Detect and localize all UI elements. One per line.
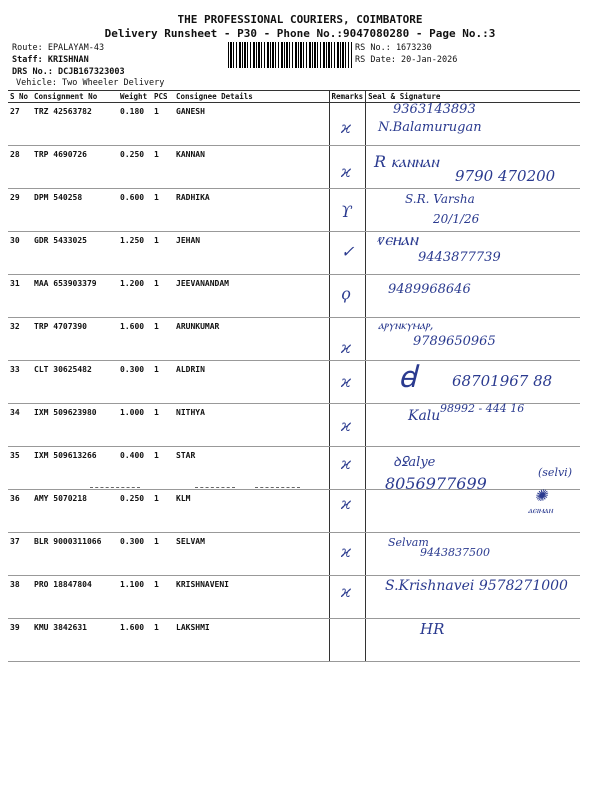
table-row: [8, 103, 580, 146]
cell-consignee: STAR: [174, 447, 329, 490]
cell-consignee: JEHAN: [174, 232, 329, 275]
dashed-mark: [90, 487, 140, 489]
staff-label: Staff: KRISHNAN: [12, 55, 89, 65]
table-header: [8, 91, 580, 103]
signature-28-mark: R ⲕⲁⲛⲛⲁⲛ: [374, 152, 439, 171]
table-row: [8, 490, 580, 533]
tick-mark: ϰ: [341, 338, 351, 357]
cell-consignee: ALDRIN: [174, 361, 329, 404]
cell-weight: 0.300: [118, 361, 152, 404]
cell-sno: 30: [8, 232, 32, 275]
dashed-mark: [195, 487, 235, 489]
cell-sno: 28: [8, 146, 32, 189]
dashed-mark: [255, 487, 300, 489]
cell-weight: 0.300: [118, 533, 152, 576]
cell-sno: 36: [8, 490, 32, 533]
cell-consignee: RADHIKA: [174, 189, 329, 232]
cell-consignment: PRO 18847804: [32, 576, 118, 619]
signature-38: S.Krishnavei 9578271000: [385, 578, 568, 594]
rs-number: RS No.: 1673230: [355, 43, 432, 53]
barcode: [228, 42, 352, 68]
cell-pcs: 1: [152, 275, 174, 318]
signature-36-phone: 8056977699: [385, 474, 487, 493]
stamp-mark: ✺: [534, 486, 548, 505]
table-row: [8, 189, 580, 232]
signature-32-mark: ⲁⲣⲩⲛⲕⲩⲙⲁⲣ,: [378, 318, 434, 332]
tick-mark: ϰ: [341, 372, 351, 391]
table-row: [8, 619, 580, 662]
signature-29-date: 20/1/26: [433, 212, 480, 226]
signature-30-mark: ⱴⲉⲏⲁⲛ: [377, 230, 418, 250]
runsheet-subtitle: Delivery Runsheet - P30 - Phone No.:9047080280 - Page No.:3: [104, 27, 496, 40]
cell-weight: 1.100: [118, 576, 152, 619]
signature-37-name: Selvam: [388, 536, 429, 549]
signature-36-name: (selvi): [538, 466, 572, 479]
cell-pcs: 1: [152, 533, 174, 576]
signature-36-mark: ⲁⲉⲓⲙⲁⲛ: [528, 506, 553, 516]
cell-pcs: 1: [152, 189, 174, 232]
cell-consignee: GANESH: [174, 103, 329, 146]
cell-weight: 0.400: [118, 447, 152, 490]
signature-27-name: N.Balamurugan: [378, 120, 482, 135]
signature-35-mark: ꝺꝿalye: [393, 455, 436, 470]
cell-pcs: 1: [152, 490, 174, 533]
cell-sno: 31: [8, 275, 32, 318]
col-pcs: PCS: [152, 91, 174, 103]
signature-27-phone: 9363143893: [393, 102, 476, 117]
cell-pcs: 1: [152, 146, 174, 189]
table-row: [8, 533, 580, 576]
cell-weight: 1.000: [118, 404, 152, 447]
cell-consignment: MAA 653903379: [32, 275, 118, 318]
cell-pcs: 1: [152, 404, 174, 447]
tick-mark: ϰ: [341, 162, 351, 181]
cell-consignee: KLM: [174, 490, 329, 533]
vehicle-label: Vehicle: Two Wheeler Delivery: [16, 78, 165, 88]
cell-consignment: TRP 4690726: [32, 146, 118, 189]
cell-weight: 0.180: [118, 103, 152, 146]
signature-34-phone: 98992 - 444 16: [440, 402, 525, 415]
cell-consignment: IXM 509623980: [32, 404, 118, 447]
cell-consignment: CLT 30625482: [32, 361, 118, 404]
cell-consignee: JEEVANANDAM: [174, 275, 329, 318]
signature-33-phone: 68701967 88: [452, 372, 553, 390]
cell-consignment: AMY 5070218: [32, 490, 118, 533]
signature-31-phone: 9489968646: [388, 282, 471, 297]
cell-consignment: TRP 4707390: [32, 318, 118, 361]
cell-weight: 1.250: [118, 232, 152, 275]
col-consignee: Consignee Details: [174, 91, 329, 103]
signature-33-mark: ꟈ: [398, 360, 417, 395]
col-consignment: Consignment No: [32, 91, 118, 103]
cell-sno: 37: [8, 533, 32, 576]
cell-sno: 38: [8, 576, 32, 619]
rs-date: RS Date: 20-Jan-2026: [355, 55, 458, 65]
cell-consignee: ARUNKUMAR: [174, 318, 329, 361]
tick-mark: ϰ: [341, 454, 351, 473]
cell-pcs: 1: [152, 232, 174, 275]
tick-mark: ϰ: [341, 582, 351, 601]
signature-29-name: S.R. Varsha: [405, 192, 475, 206]
company-title: THE PROFESSIONAL COURIERS, COIMBATORE: [177, 13, 423, 26]
cell-sno: 29: [8, 189, 32, 232]
cell-consignee: KRISHNAVENI: [174, 576, 329, 619]
signature-39: HR: [420, 620, 445, 638]
col-weight: Weight: [118, 91, 152, 103]
table-row: [8, 275, 580, 318]
drs-number: DRS No.: DCJB167323003: [12, 67, 125, 77]
cell-pcs: 1: [152, 103, 174, 146]
signature-37-phone: 9443837500: [420, 546, 490, 559]
cell-consignee: SELVAM: [174, 533, 329, 576]
cell-weight: 0.600: [118, 189, 152, 232]
col-signature: Seal & Signature: [366, 91, 580, 103]
cell-weight: 0.250: [118, 146, 152, 189]
cell-pcs: 1: [152, 619, 174, 662]
tick-mark: ✓: [341, 242, 355, 261]
cell-pcs: 1: [152, 318, 174, 361]
cell-sno: 34: [8, 404, 32, 447]
cell-consignment: GDR 5433025: [32, 232, 118, 275]
col-remarks: Remarks: [329, 91, 366, 103]
cell-consignment: DPM 540258: [32, 189, 118, 232]
table-row: [8, 447, 580, 490]
signature-32-phone: 9789650965: [413, 334, 496, 349]
tick-mark: ϰ: [341, 494, 351, 513]
cell-sno: 39: [8, 619, 32, 662]
cell-pcs: 1: [152, 576, 174, 619]
cell-consignment: TRZ 42563782: [32, 103, 118, 146]
signature-34-mark: Kalu: [408, 408, 441, 424]
tick-mark: ϙ: [341, 284, 351, 303]
cell-sno: 32: [8, 318, 32, 361]
cell-consignee: KANNAN: [174, 146, 329, 189]
cell-sno: 27: [8, 103, 32, 146]
cell-consignment: IXM 509613266: [32, 447, 118, 490]
tick-mark: ϰ: [341, 416, 351, 435]
cell-consignee: LAKSHMI: [174, 619, 329, 662]
cell-consignment: KMU 3842631: [32, 619, 118, 662]
signature-30-phone: 9443877739: [418, 250, 501, 265]
cell-pcs: 1: [152, 447, 174, 490]
cell-weight: 0.250: [118, 490, 152, 533]
cell-sno: 33: [8, 361, 32, 404]
tick-mark: ϰ: [341, 542, 351, 561]
cell-weight: 1.200: [118, 275, 152, 318]
cell-weight: 1.600: [118, 619, 152, 662]
cell-pcs: 1: [152, 361, 174, 404]
col-sno: S No: [8, 91, 32, 103]
cell-sno: 35: [8, 447, 32, 490]
cell-consignee: NITHYA: [174, 404, 329, 447]
cell-consignment: BLR 9000311066: [32, 533, 118, 576]
cell-signature: [366, 619, 580, 662]
tick-mark: ϒ: [341, 202, 352, 221]
cell-remarks: [329, 619, 366, 662]
cell-weight: 1.600: [118, 318, 152, 361]
tick-mark: ϰ: [341, 118, 351, 137]
signature-28-phone: 9790 470200: [455, 167, 556, 185]
route-label: Route: EPALAYAM-43: [12, 43, 105, 53]
